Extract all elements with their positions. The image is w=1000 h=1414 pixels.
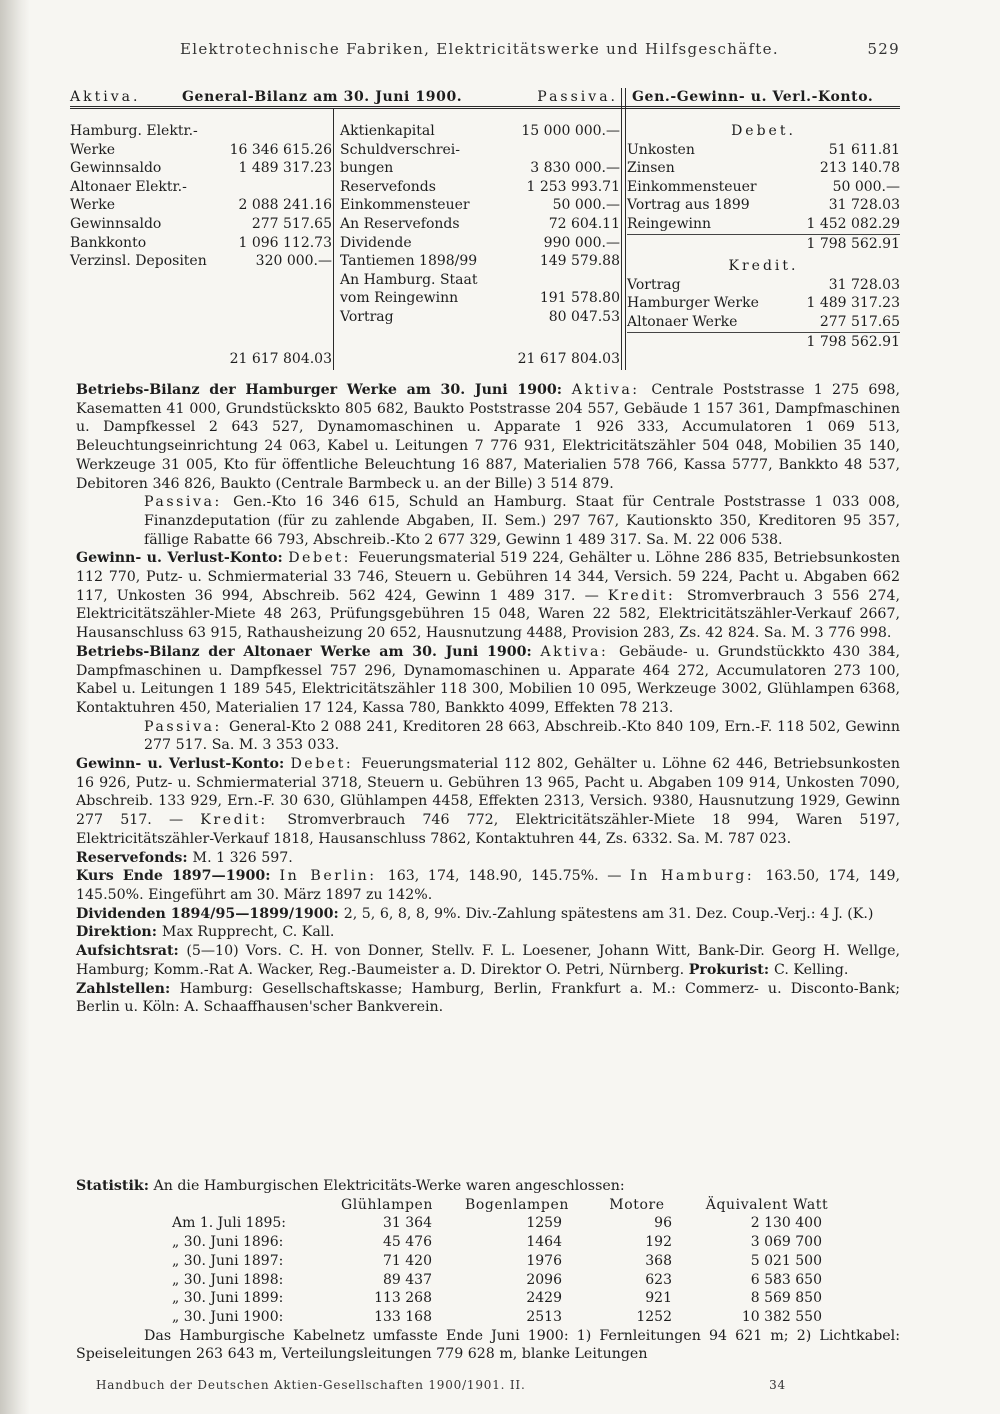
passiva-value: 80 047.53 [548, 308, 620, 325]
paragraph-text: Passiva: [144, 494, 234, 511]
paragraph [76, 381, 900, 493]
passiva-value: 990 000.— [543, 234, 620, 251]
statistics-cell: 2096 [526, 1271, 562, 1288]
footer-source: Handbuch der Deutschen Aktien-Gesellschaften 1900/1901. II. [96, 1378, 526, 1392]
debet-value: 31 728.03 [828, 197, 900, 214]
paragraph [76, 867, 900, 904]
kredit-label: Hamburger Werke [627, 295, 759, 312]
balance-title: General-Bilanz am 30. Juni 1900. [182, 89, 463, 105]
paragraph-text: Aktiva: [540, 643, 619, 660]
aktiva-row [70, 196, 332, 215]
passiva-label: Reservefonds [340, 178, 436, 195]
statistics-row [172, 1308, 842, 1327]
statistics-column-header: Äquivalent Watt [705, 1196, 829, 1213]
paragraph-text: Gen.-Kto 16 346 615, Schuld an Hamburg. Staat für Centrale Poststrasse 1 033 008, Finanzdeputation (für zu zahlende Abgaben, II. Sem.) 297 767, Kautionskto 350, Kreditoren 95 357, fällige Rabatte 66 793, Abschreib.-Kto 2 677 329, Gewinn 1 489 317. Sa. M. 22 006 538. [144, 494, 900, 548]
paragraph [76, 643, 900, 718]
running-header [180, 40, 900, 58]
paragraph [76, 942, 900, 979]
binding-shadow [0, 0, 30, 1414]
passiva-value: 149 579.88 [539, 253, 620, 270]
paragraph-text: Feuerungsmaterial 112 802, Gehälter u. Löhne 62 446, Betriebsunkosten 16 926, Putz- u. Schmiermaterial 3718, Steuern u. Gebühren 13 965, Pacht u. Abgaben 109 914, Unkosten 7090, Abschreib. 133 929, Ern.-F. 30 630, Glühlampen 4458, Effekten 2313, Versich. 9380, Hausnutzung 1929, Gewinn 277 517. — [76, 756, 900, 829]
aktiva-row [70, 215, 332, 234]
passiva-label: Tantiemen 1898/99 [340, 253, 478, 270]
passiva-column [340, 122, 620, 367]
page-footer [96, 1378, 786, 1392]
debet-label: Unkosten [627, 141, 695, 158]
paragraph-text: Kredit: [200, 812, 288, 829]
paragraph-heading: Betriebs-Bilanz der Hamburger Werke am 30. Juni 1900: [76, 382, 572, 398]
aktiva-label: Werke [70, 141, 115, 158]
statistics-column-header [172, 1196, 322, 1215]
passiva-row [340, 178, 620, 197]
paragraph-text: Gebäude- u. Grundstückkto 430 384, Dampfmaschinen u. Dampfkessel 757 296, Dynamomaschinen u. Apparate 464 272, Accumulatoren 273 100, Kabel u. Leitungen 1 189 545, Elektricitätszähler 118 300, Mobilien 10 095, Werkzeuge 3002, Glühlampen 6368, Kontaktuhren 450, Materialien 17 124, Kassa 780, Bankkto 4099, Effekten 78 213. [76, 643, 900, 716]
paragraph-text: (5—10) Vors. C. H. von Donner, Stellv. F. L. Loesener, Johann Witt, Bank-Dir. Georg H. Wellge, Hamburg; Komm.-Rat A. Wacker, Reg.-Baumeister a. D. Direktor O. Petri, Nürnberg. [76, 943, 900, 978]
aktiva-label: Verzinsl. Depositen [70, 253, 207, 270]
debet-heading: Debet. [731, 123, 796, 139]
aktiva-value: 2 088 241.16 [238, 197, 332, 214]
statistics-cell: 10 382 550 [741, 1308, 822, 1325]
paragraph-text: M. 1 326 597. [192, 849, 293, 866]
passiva-row [340, 271, 620, 290]
aktiva-row [70, 252, 332, 271]
gv-title: Gen.-Gewinn- u. Verl.-Konto. [632, 89, 874, 105]
statistics-date: „ 30. Juni 1897: [172, 1252, 284, 1269]
paragraph-text: Max Rupprecht, C. Kall. [161, 924, 335, 941]
statistics-cell: 1259 [526, 1215, 562, 1232]
passiva-value: 15 000 000.— [521, 123, 620, 139]
statistics-cell: 1252 [636, 1308, 672, 1325]
statistics-closing: Das Hamburgische Kabelnetz umfasste Ende Juni 1900: 1) Fernleitungen 94 621 m; 2) Lichtkabel: Speiseleitungen 263 643 m, Verteilungsleitungen 779 628 m, blanke Leitungen [76, 1327, 900, 1363]
aktiva-label: Bankkonto [70, 234, 147, 251]
paragraph-text: Debet: [288, 550, 359, 567]
statistics-row [172, 1252, 842, 1271]
aktiva-row [70, 178, 332, 197]
paragraph-heading: Aufsichtsrat: [76, 943, 187, 960]
debet-row [627, 215, 900, 234]
aktiva-value: 1 489 317.23 [238, 160, 332, 177]
statistics-cell: 3 069 700 [750, 1234, 822, 1251]
statistics-cell: 96 [654, 1215, 672, 1232]
statistics-date: Am 1. Juli 1895: [172, 1215, 287, 1232]
debet-label: Reingewinn [627, 215, 712, 232]
passiva-row [340, 122, 620, 141]
passiva-value: 50 000.— [552, 197, 620, 214]
passiva-label: Passiva. [537, 89, 618, 105]
aktiva-row [70, 234, 332, 253]
statistics-cell: 368 [645, 1252, 672, 1269]
statistics-cell: 8 569 850 [750, 1290, 822, 1307]
paragraph-text: Centrale Poststrasse 1 275 698, Kasematten 41 000, Grundstückskto 805 682, Baukto Poststrasse 204 557, Gebäude 1 157 361, Dampfmaschinen u. Dampfkessel 2 643 527, Dynamomaschinen u. Apparate 1 926 333, Accumulatoren 1 069 513, Beleuchtungseinrichtung 24 063, Kabel u. Leitungen 7 776 931, Elektricitätszähler 504 048, Mobilien 35 140, Werkzeuge 31 005, Kto für öffentliche Beleuchtung 16 887, Materialien 578 766, Kassa 5777, Bankkto 48 537, Debitoren 346 826, Baukto (Centrale Barmbeck u. an der Bille) 3 514 879. [76, 382, 900, 492]
paragraph-heading: Gewinn- u. Verlust-Konto: [76, 550, 289, 567]
debet-value: 213 140.78 [819, 160, 900, 177]
paragraph-text: 163, 174, 148.90, 145.75%. — [387, 868, 631, 885]
paragraph-text: General-Kto 2 088 241, Kreditoren 28 663, Abschreib.-Kto 840 109, Ern.-F. 118 502, Gewinn 277 517. Sa. M. 3 353 033. [144, 718, 900, 754]
statistics-column-header: Glühlampen [340, 1196, 434, 1213]
paragraph [76, 755, 900, 849]
gv-title-row [632, 88, 900, 107]
passiva-row [340, 308, 620, 327]
aktiva-label: Werke [70, 197, 115, 214]
statistics-cell: 6 583 650 [750, 1271, 822, 1288]
paragraph [76, 849, 900, 868]
statistics-cell: 921 [645, 1290, 672, 1307]
header-title: Elektrotechnische Fabriken, Elektricitätswerke und Hilfsgeschäfte. [180, 40, 779, 58]
paragraph [76, 980, 900, 1017]
statistics-section [76, 1177, 900, 1364]
aktiva-row [70, 122, 332, 141]
aktiva-row [70, 159, 332, 178]
aktiva-value: 277 517.65 [251, 215, 332, 232]
passiva-total: 21 617 804.03 [517, 351, 620, 367]
debet-value: 51 611.81 [828, 141, 900, 158]
statistics-cell: 5 021 500 [750, 1252, 822, 1269]
statistics-cell: 192 [645, 1234, 672, 1251]
paragraph-text: Feuerungsmaterial 519 224, Gehälter u. Löhne 286 835, Betriebsunkosten 112 770, Putz- u. Schmiermaterial 33 746, Steuern u. Gebühren 14 344, Versich. 59 224, Pacht u. Abgaben 662 117, Unkosten 36 994, Abschreib. 562 424, Gewinn 1 489 317. — [76, 550, 900, 604]
paragraph [76, 549, 900, 643]
passiva-label: vom Reingewinn [340, 290, 459, 307]
debet-label: Einkommensteuer [627, 178, 757, 195]
debet-row [627, 178, 900, 197]
aktiva-column [70, 122, 332, 367]
kredit-total: 1 798 562.91 [806, 333, 900, 350]
paragraph-heading: Prokurist: [688, 961, 775, 978]
statistics-cell: 113 268 [374, 1290, 432, 1307]
statistics-date: „ 30. Juni 1900: [172, 1308, 284, 1325]
passiva-label: Vortrag [340, 308, 394, 325]
passiva-label: Aktienkapital [340, 123, 435, 139]
aktiva-label: Gewinnsaldo [70, 215, 162, 232]
kredit-total-row [627, 332, 900, 352]
kredit-label: Altonaer Werke [627, 313, 738, 330]
paragraph-text: C. Kelling. [774, 961, 849, 978]
statistics-header-row [172, 1196, 842, 1215]
statistics-cell: 71 420 [383, 1252, 432, 1269]
paragraph-text: Aktiva: [571, 382, 652, 398]
paragraph-heading: Reservefonds: [76, 849, 193, 866]
passiva-label: An Hamburg. Staat [340, 271, 478, 288]
aktiva-label: Aktiva. [70, 89, 141, 105]
statistics-intro-text: An die Hamburgischen Elektricitäts-Werke waren angeschlossen: [153, 1178, 625, 1194]
debet-row [627, 159, 900, 178]
debet-value: 50 000.— [832, 178, 900, 195]
balance-title-row [70, 88, 618, 107]
statistics-date: „ 30. Juni 1898: [172, 1271, 284, 1288]
statistics-cell: 133 168 [374, 1308, 432, 1325]
page-number: 529 [867, 40, 900, 58]
gv-column [627, 122, 900, 351]
passiva-row [340, 252, 620, 271]
statistics-date: „ 30. Juni 1896: [172, 1234, 284, 1251]
statistics-label: Statistik: [76, 1178, 149, 1194]
passiva-label: An Reservefonds [340, 215, 460, 232]
aktiva-value: 1 096 112.73 [238, 234, 332, 251]
kredit-value: 31 728.03 [828, 276, 900, 293]
paragraph-heading: Zahlstellen: [76, 980, 180, 997]
statistics-column-header: Bogenlampen [465, 1196, 569, 1213]
paragraph [76, 923, 900, 942]
kredit-heading: Kredit. [728, 258, 799, 275]
passiva-label: Dividende [340, 234, 412, 251]
debet-value: 1 452 082.29 [806, 215, 900, 232]
paragraph-text: 163.50, 174, 149, 145.50%. Eingeführt am 30. März 1897 zu 142%. [76, 868, 900, 903]
paragraph-heading: Dividenden 1894/95—1899/1900: [76, 905, 344, 922]
aktiva-total-row [70, 350, 332, 369]
passiva-row [340, 234, 620, 253]
aktiva-row [70, 141, 332, 160]
statistics-cell: 89 437 [383, 1271, 432, 1288]
debet-label: Zinsen [627, 160, 675, 177]
passiva-row [340, 141, 620, 160]
debet-row [627, 141, 900, 160]
body-text [76, 381, 900, 1017]
passiva-value: 3 830 000.— [530, 160, 620, 177]
paragraph-text: Hamburg: Gesellschaftskasse; Hamburg, Berlin, Frankfurt a. M.: Commerz- u. Disconto-Bank; Berlin u. Köln: A. Schaaffhausen'scher Bankverein. [76, 980, 900, 1016]
statistics-cell: 45 476 [383, 1234, 432, 1251]
paragraph-text: Stromverbrauch 746 772, Elektricitätszähler-Miete 18 994, Waren 5197, Elektricitätszähler-Verkauf 1818, Hausanschluss 7862, Kontaktuhren 44, Zs. 6332. Sa. M. 787 023. [76, 812, 900, 847]
debet-total-row [627, 234, 900, 254]
aktiva-label: Gewinnsaldo [70, 160, 162, 177]
statistics-row [172, 1233, 842, 1252]
aktiva-value: 16 346 615.26 [229, 141, 332, 158]
aktiva-total: 21 617 804.03 [229, 351, 332, 367]
kredit-value: 1 489 317.23 [806, 295, 900, 312]
statistics-cell: 1464 [526, 1234, 562, 1251]
paragraph-text: Debet: [290, 756, 362, 773]
statistics-column-header: Motore [609, 1196, 665, 1213]
passiva-value: 191 578.80 [539, 290, 620, 307]
statistics-cell: 2513 [526, 1308, 562, 1325]
passiva-row [340, 159, 620, 178]
paragraph [76, 905, 900, 924]
passiva-label: Schuldverschrei- [340, 141, 461, 158]
paragraph-text: Passiva: [144, 718, 230, 735]
aktiva-label: Hamburg. Elektr.- [70, 123, 198, 139]
kredit-value: 277 517.65 [819, 313, 900, 330]
passiva-row [340, 196, 620, 215]
statistics-cell: 2 130 400 [750, 1215, 822, 1232]
passiva-value: 1 253 993.71 [526, 178, 620, 195]
balance-sheet [70, 88, 900, 370]
paragraph-text: In Berlin: [279, 868, 388, 885]
paragraph-text: Stromverbrauch 3 556 274, Elektricitätszähler-Miete 48 263, Prüfungsgebühren 15 048, Waren 22 582, Elektricitätszähler-Verkauf 2667, Hausanschluss 63 915, Rathausheizung 20 652, Hausnutzung 4488, Provision 283, Zs. 42 824. Sa. M. 3 776 998. [76, 587, 900, 642]
debet-label: Vortrag aus 1899 [627, 197, 750, 214]
passiva-row [340, 215, 620, 234]
debet-row [627, 196, 900, 215]
paragraph-text: In Hamburg: [630, 868, 766, 885]
statistics-cell: 31 364 [383, 1215, 432, 1232]
statistics-cell: 2429 [526, 1290, 562, 1307]
paragraph [76, 718, 900, 755]
statistics-table [172, 1196, 842, 1327]
kredit-row [627, 294, 900, 313]
statistics-date: „ 30. Juni 1899: [172, 1290, 284, 1307]
paragraph-heading: Betriebs-Bilanz der Altonaer Werke am 30. Juni 1900: [76, 643, 541, 660]
kredit-label: Vortrag [627, 276, 681, 293]
statistics-row [172, 1289, 842, 1308]
statistics-intro [76, 1177, 900, 1196]
kredit-row [627, 313, 900, 332]
paragraph-text: 2, 5, 6, 8, 8, 9%. Div.-Zahlung spätestens am 31. Dez. Coup.-Verj.: 4 J. (K.) [343, 905, 874, 922]
statistics-row [172, 1271, 842, 1290]
passiva-label: bungen [340, 160, 394, 177]
passiva-value: 72 604.11 [548, 215, 620, 232]
passiva-row [340, 289, 620, 308]
statistics-row [172, 1214, 842, 1233]
passiva-label: Einkommensteuer [340, 197, 470, 214]
paragraph [76, 493, 900, 549]
passiva-total-row [340, 350, 620, 369]
paragraph-heading: Gewinn- u. Verlust-Konto: [76, 756, 291, 773]
footer-signature: 34 [769, 1378, 786, 1392]
aktiva-value: 320 000.— [255, 253, 332, 270]
paragraph-text: Kredit: [607, 587, 687, 604]
debet-total: 1 798 562.91 [806, 235, 900, 252]
paragraph-heading: Direktion: [76, 924, 162, 941]
aktiva-label: Altonaer Elektr.- [70, 178, 187, 195]
statistics-cell: 623 [645, 1271, 672, 1288]
paragraph-heading: Kurs Ende 1897—1900: [76, 868, 280, 885]
kredit-row [627, 276, 900, 295]
statistics-cell: 1976 [526, 1252, 562, 1269]
